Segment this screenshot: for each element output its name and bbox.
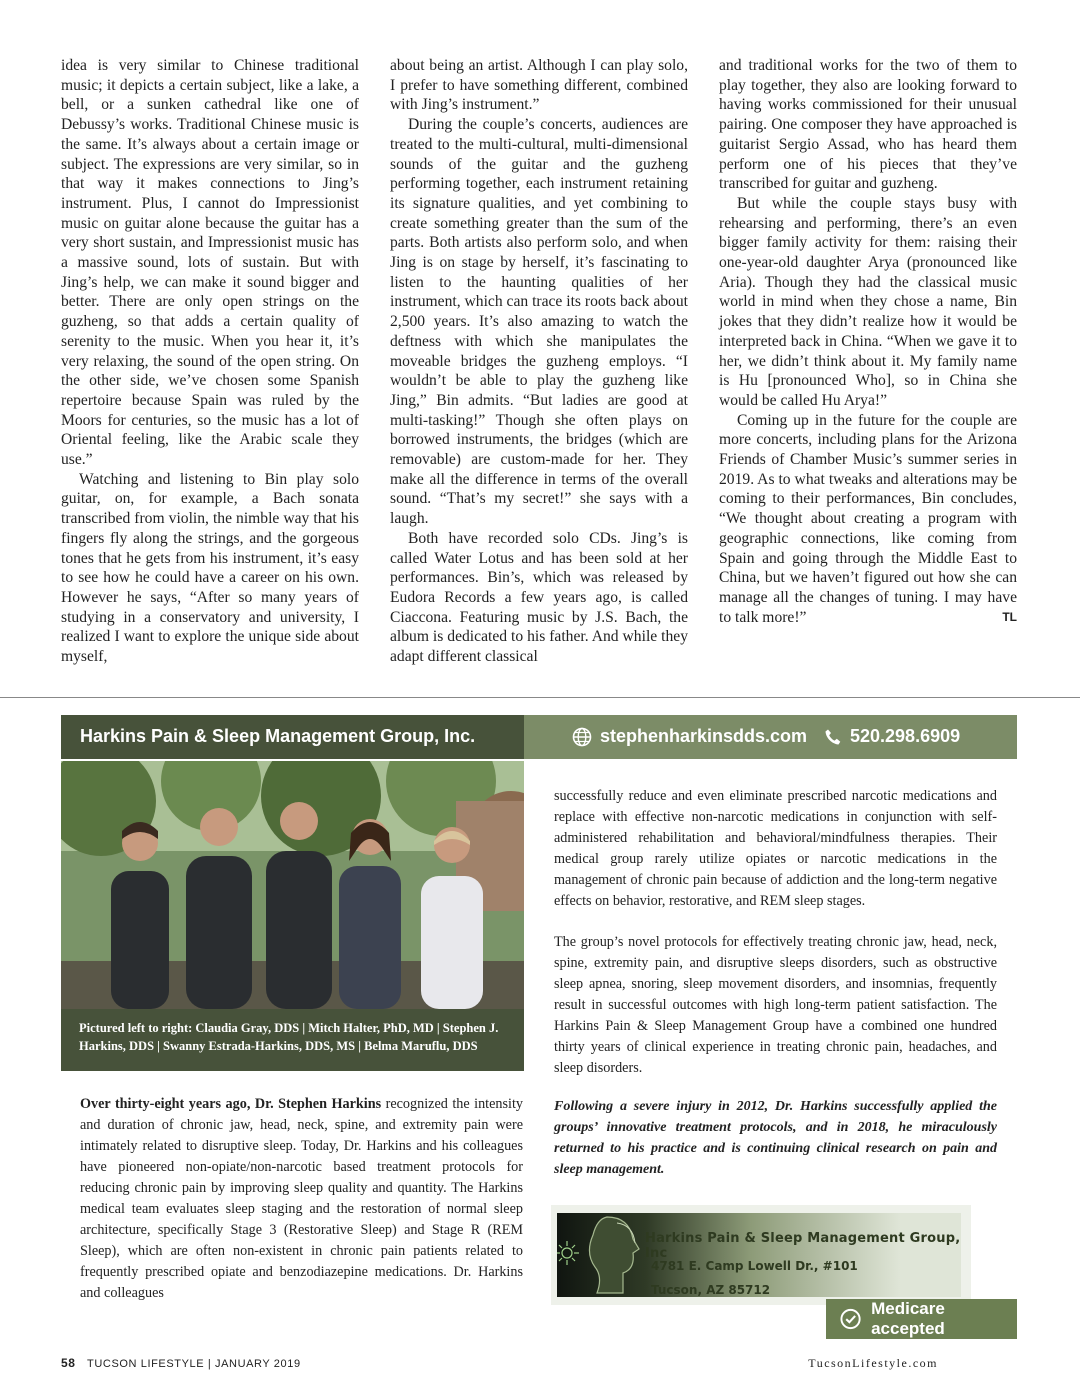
article-column-2 — [390, 56, 688, 667]
section-divider — [0, 697, 1080, 698]
article-column-3 — [719, 56, 1017, 628]
paragraph: The group’s novel protocols for effectively treating chronic jaw, head, neck, spine, extremity pain, and disruptive sleeps disorders, such as obstructive sleep apnea, snoring, sleep movement disorders, and insomnias, frequently result in successful outcomes with high long-term patient satisfaction. The Harkins Pain & Sleep Management Group have a combined one hundred thirty years of clinical experience in treating chronic pain, headaches, and sleep disorders. — [554, 934, 997, 1076]
head-profile-icon — [557, 1213, 647, 1297]
page-footer — [61, 1356, 301, 1370]
paragraph: about being an artist. Although I can play solo, I prefer to have something different, combined with Jing’s instrument.” — [390, 57, 688, 114]
logo-address-line-1: 4781 E. Camp Lowell Dr., #101 — [651, 1259, 858, 1273]
team-photo-illustration — [61, 761, 524, 1009]
paragraph: But while the couple stays busy with rehearsing and performing, there’s an even bigger family activity for them: raising their one-year-old daughter Arya (pronounced like Aria). Though they had the classical music world in mind when they chose a name, Bin jokes that they didn’t realize how it would be interpreted back in China. “When we gave it to her, we didn’t think about it. My family name is Hu [pronounced Who], so in China she would be called Hu Arya!” — [719, 194, 1017, 409]
logo-address-line-2: Tucson, AZ 85712 — [651, 1283, 771, 1297]
paragraph: and traditional works for the two of them to play together, they also are looking forward to having works commissioned for their unusual pairing. One composer they have approached is guitarist Sergio Assad, who has heard them perform one of his pieces that they’ve transcribed for guitar and guzheng. — [719, 57, 1017, 193]
footer-separator: | — [207, 1358, 215, 1370]
paragraph: During the couple’s concerts, audiences are treated to the multi-cultural, multi-dimensional sounds of the guitar and the guzheng performing together, each instrument retaining its signature qualities, and yet combining to create something greater than the sum of the parts. Both artists also perform solo, and when Jing is on stage by herself, it’s fascinating to listen to the haunting qualities of her instrument, which can trace its roots back about 2,500 years. It’s also amazing to watch the deftness with which she manipulates the moveable bridges the guzheng employs. “I wouldn’t be able to play the guzheng like Jing,” Bin admits. “But ladies are good at multi-tasking!” Though she often plays on borrowed instruments, the bridges (which are removable) are custom-made for her. They make all the difference in terms of the overall sound. “That’s my secret!” she says with a laugh. — [390, 116, 688, 528]
medicare-badge — [826, 1299, 1017, 1339]
medicare-text: Medicare accepted — [871, 1299, 945, 1338]
ad-phone-text: 520.298.6909 — [850, 726, 961, 746]
publication-name: TUCSON LIFESTYLE — [87, 1358, 205, 1370]
issue-date: JANUARY 2019 — [215, 1358, 301, 1370]
team-photo — [61, 761, 524, 1009]
paragraph: Coming up in the future for the couple are more concerts, including plans for the Arizona Friends of Chamber Music’s summer series in 2019. As to what tweaks and alterations may be coming to their performances, Bin concludes, “We thought about creating a program with geographic connections, like coming from Spain and going through the Middle East to China, but we haven’t figured out how she can manage all the changes of tuning. I may have to talk more!” — [719, 411, 1017, 626]
ad-right-text — [554, 786, 997, 1099]
paragraph: idea is very similar to Chinese traditional music; it depicts a certain subject, like a lake, a bell, or a sunken cathedral like one of Debussy’s works. Traditional Chinese music is the same. It’s always about a certain image or subject. The expressions are very similar, so in that way it makes connections to Jing’s instrument. Plus, I cannot do Impressionist music on guitar alone because the guitar has a very short sustain, and Impressionist music has a massive sound, lots of sustain. But with Jing’s help, we can make it sound bigger and better. There are only open strings on the guzheng, so that adds a certain quality of serenity to the music. When you hear it, it’s very relaxing, the sound of the open string. On the other side, we’ve chosen some Spanish repertoire because Spain was ruled by the Moors for centuries, so the music has a lot of Oriental feeling, like the Arabic scale they use.” — [61, 57, 359, 469]
logo-background — [557, 1213, 961, 1297]
paragraph: Both have recorded solo CDs. Jing’s is called Water Lotus and has been sold at her performances. Bin’s, which was released by Eudora Records a few years ago, is called Ciaccona. Featuring music by J.S. Bach, the album is dedicated to his father. And while they adapt different classical — [390, 529, 688, 666]
ad-header-bar — [61, 715, 1017, 759]
ad-contact-panel — [524, 715, 1017, 759]
phone-icon — [824, 728, 842, 746]
page-number: 58 — [61, 1356, 76, 1370]
article-column-1 — [61, 56, 359, 667]
ad-italic-note: Following a severe injury in 2012, Dr. Harkins successfully applied the groups’ innovative treatment protocols, and in 2018, he miraculously returned to his practice and is continuing clinical research on pain and sleep management. — [554, 1099, 997, 1177]
ad-left-text — [80, 1094, 523, 1304]
check-circle-icon — [840, 1308, 861, 1330]
company-logo — [551, 1205, 971, 1305]
ad-website[interactable] — [572, 726, 807, 747]
paragraph: successfully reduce and even eliminate prescribed narcotic medications and replace with effective non-narcotic medications in conjunction with self-administered rehabilitation and behavioral/mindfulness therapies. Their medical group rarely utilize opiates or narcotic medications in the management of chronic pain because of addiction and the long-term negative effects on behavior, restorative, and REM sleep stages. — [554, 788, 997, 909]
paragraph: Watching and listening to Bin play solo guitar, on, for example, a Bach sonata transcribed from violin, the nimble way that his fingers fly along the strings, and the gorgeous tones that he gets from his instrument, it’s easy to see how he could have a career on his own. However he says, “After so many years of studying in a conservatory and university, I realized I want to explore the unique side about myself, — [61, 470, 359, 666]
ad-phone[interactable] — [824, 726, 960, 747]
ad-company-name: Harkins Pain & Sleep Management Group, Inc. — [80, 726, 476, 746]
lead-in: Over thirty-eight years ago, Dr. Stephen Harkins — [80, 1096, 382, 1112]
ad-title-panel — [61, 715, 524, 759]
paragraph: recognized the intensity and duration of chronic jaw, head, neck, spine, and extremity pain were intimately related to disruptive sleep. Today, Dr. Harkins and his colleagues have pioneered non-opiate/non-narcotic based treatment protocols for reducing chronic pain by improving sleep quality and quantity. The Harkins medical team evaluates sleep staging and the restoration of normal sleep architecture, specifically Stage 3 (Restorative Sleep) and Stage R (REM Sleep), which are often non-existent in chronic pain patients related to frequently prescribed opiate and benzodiazepine medications. Dr. Harkins and colleagues — [80, 1096, 523, 1301]
footer-website[interactable]: TucsonLifestyle.com — [808, 1356, 938, 1370]
globe-icon — [572, 727, 592, 747]
signoff-mark: TL — [1002, 610, 1017, 625]
logo-company-name: Harkins Pain & Sleep Management Group, Inc — [645, 1231, 961, 1261]
ad-website-text: stephenharkinsdds.com — [600, 726, 808, 746]
photo-caption: Pictured left to right: Claudia Gray, DDS | Mitch Halter, PhD, MD | Stephen J. Harkins, DDS | Swanny Estrada-Harkins, DDS, MS | Belma Maruflu, DDS — [61, 1009, 524, 1071]
